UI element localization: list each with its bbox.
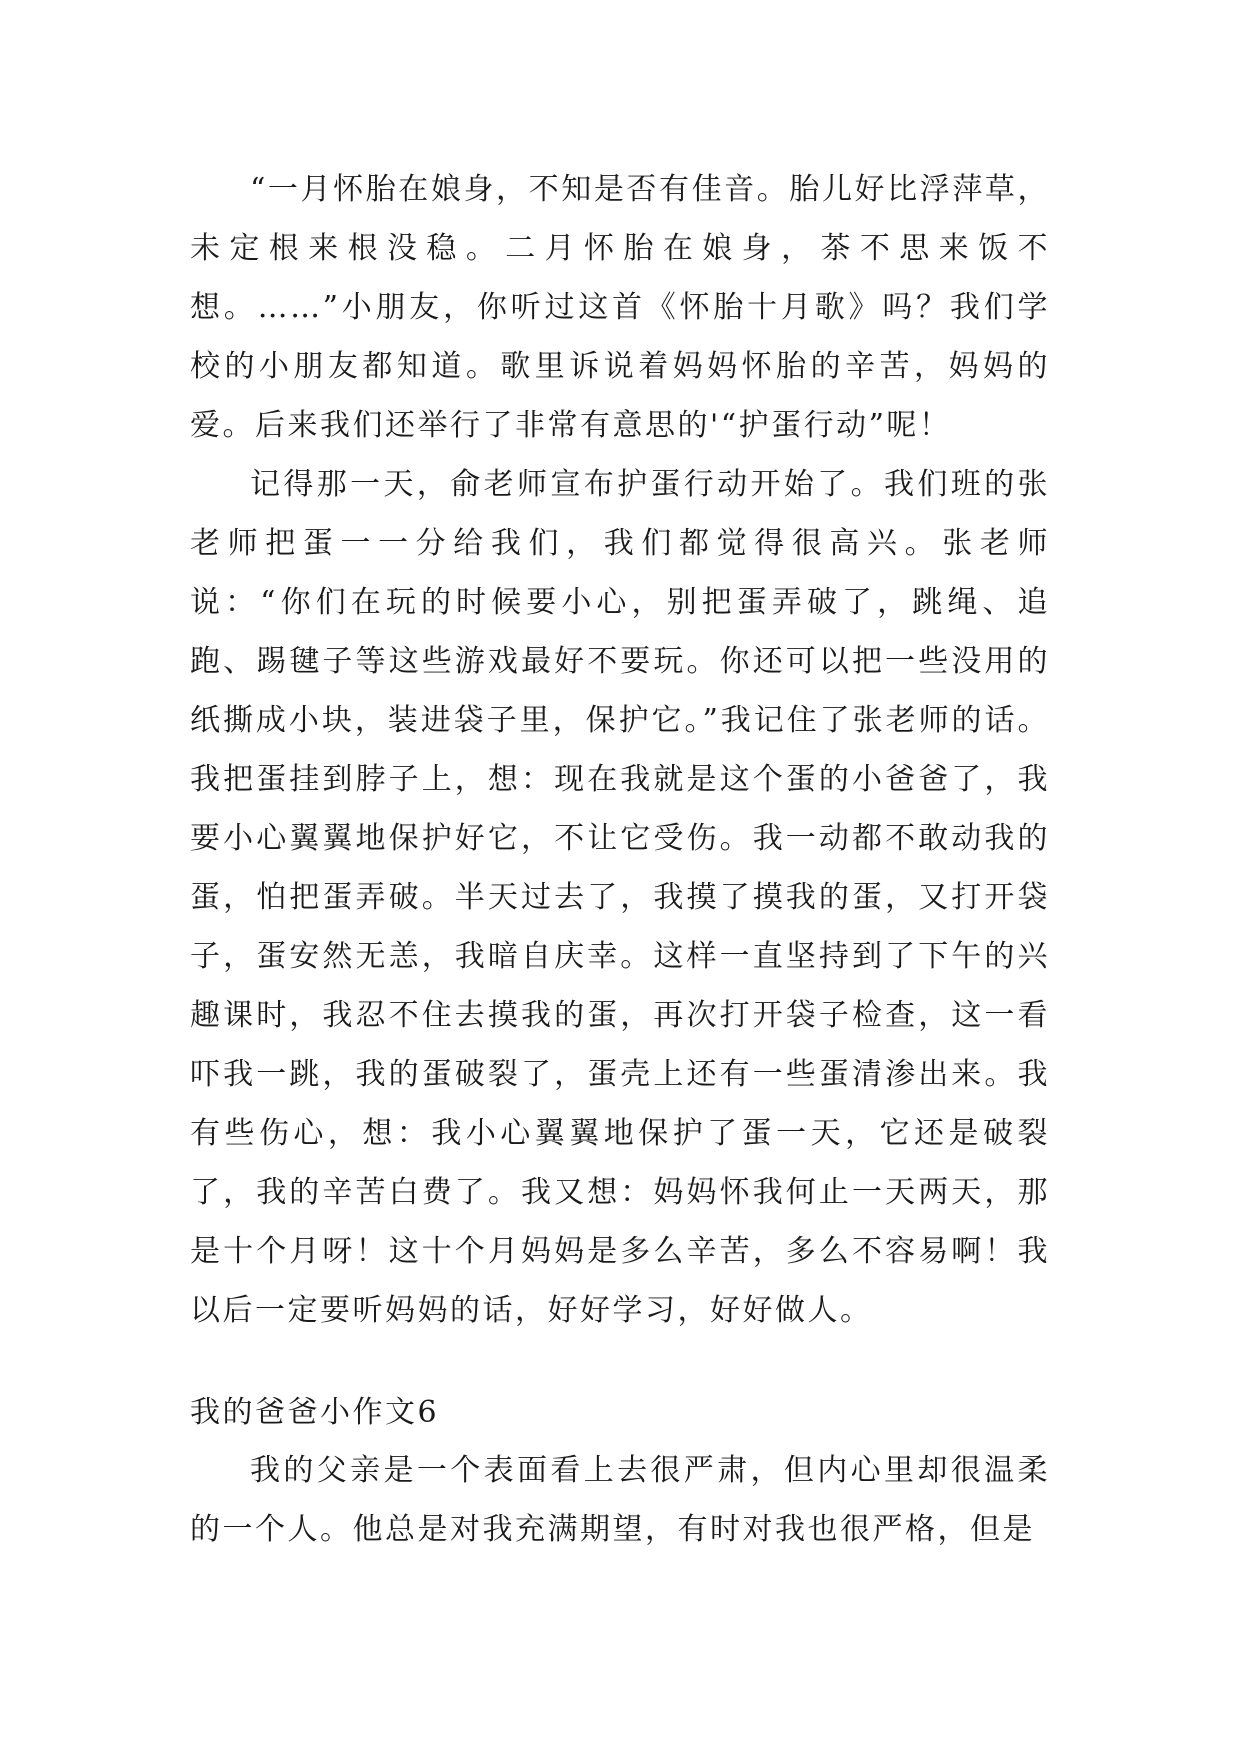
paragraph-intro: “一月怀胎在娘身，不知是否有佳音。胎儿好比浮萍草，未定根来根没稳。二月怀胎在娘身，茶不思来饭不想。……”小朋友，你听过这首《怀胎十月歌》吗？我们学校的小朋友都知道。歌里诉说着妈妈怀胎的辛苦，妈妈的爱。后来我们还举行了非常有意思的'“护蛋行动”呢！ — [190, 172, 1050, 443]
paragraph-father: 我的父亲是一个表面看上去很严肃，但内心里却很温柔的一个人。他总是对我充满期望，有时对我也很严格，但是 — [190, 1453, 1050, 1547]
section-heading: 我的爸爸小作文6 — [190, 1395, 440, 1430]
paragraph-egg-protection: 记得那一天，俞老师宣布护蛋行动开始了。我们班的张老师把蛋一一分给我们，我们都觉得很高兴。张老师说：“你们在玩的时候要小心，别把蛋弄破了，跳绳、追跑、踢毽子等这些游戏最好不要玩。你还可以把一些没用的纸撕成小块，装进袋子里，保护它。”我记住了张老师的话。我把蛋挂到脖子上，想：现在我就是这个蛋的小爸爸了，我要小心翼翼地保护好它，不让它受伤。我一动都不敢动我的蛋，怕把蛋弄破。半天过去了，我摸了摸我的蛋，又打开袋子，蛋安然无恙，我暗自庆幸。这样一直坚持到了下午的兴趣课时，我忍不住去摸我的蛋，再次打开袋子检查，这一看吓我一跳，我的蛋破裂了，蛋壳上还有一些蛋清渗出来。我有些伤心，想：我小心翼翼地保护了蛋一天，它还是破裂了，我的辛苦白费了。我又想：妈妈怀我何止一天两天，那是十个月呀！这十个月妈妈是多么辛苦，多么不容易啊！我以后一定要听妈妈的话，好好学习，好好做人。 — [190, 467, 1050, 1328]
